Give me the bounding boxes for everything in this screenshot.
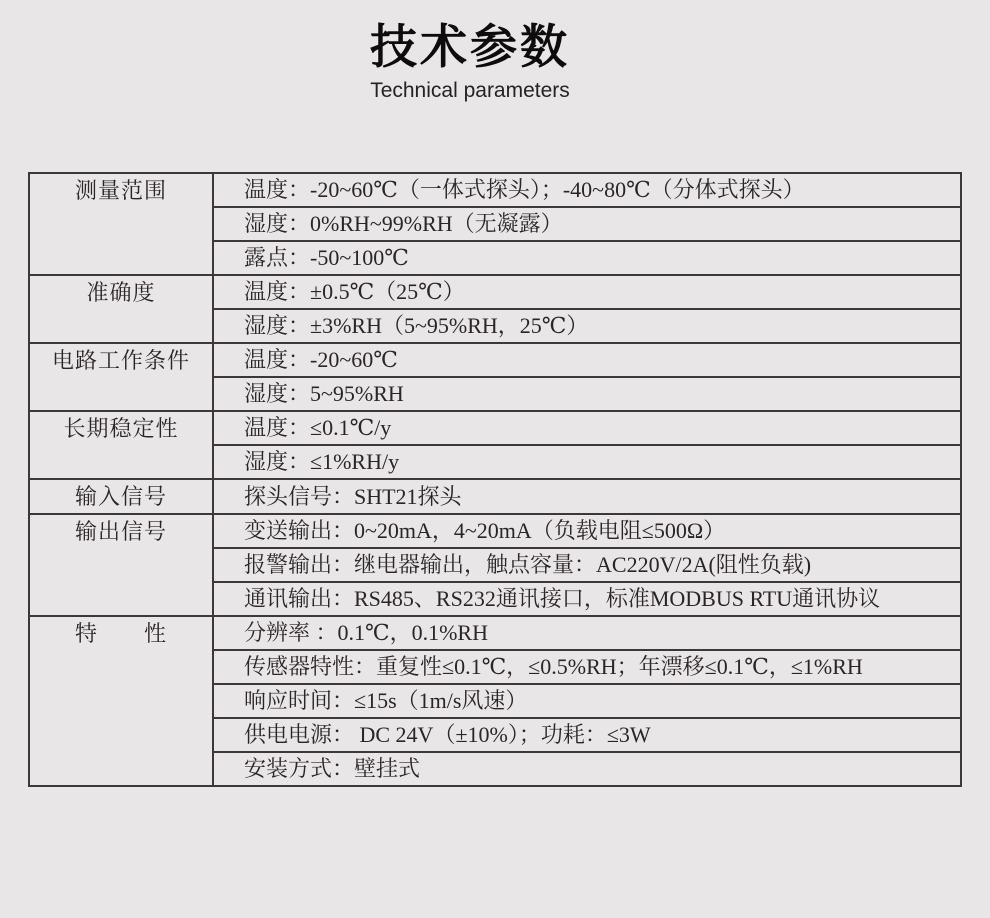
spec-group-label: 特 性	[29, 616, 213, 786]
spec-group-label: 输入信号	[29, 479, 213, 514]
spec-value: 湿度：0%RH~99%RH（无凝露）	[213, 207, 961, 241]
spec-value: 分辨率 ：0.1℃，0.1%RH	[213, 616, 961, 650]
spec-value: 湿度：±3%RH（5~95%RH，25℃）	[213, 309, 961, 343]
page-subtitle: Technical parameters	[370, 79, 570, 102]
spec-value: 湿度：5~95%RH	[213, 377, 961, 411]
table-row	[29, 411, 961, 445]
spec-group-label: 电路工作条件	[29, 343, 213, 411]
spec-value: 温度：-20~60℃（一体式探头）；-40~80℃（分体式探头）	[213, 173, 961, 207]
page-header	[0, 0, 940, 103]
spec-group-label: 输出信号	[29, 514, 213, 616]
spec-value: 湿度：≤1%RH/y	[213, 445, 961, 479]
spec-value: 响应时间：≤15s（1m/s风速）	[213, 684, 961, 718]
spec-group-label: 准确度	[29, 275, 213, 343]
spec-value: 温度：-20~60℃	[213, 343, 961, 377]
spec-group-label: 长期稳定性	[29, 411, 213, 479]
spec-value: 探头信号：SHT21探头	[213, 479, 961, 514]
spec-value: 温度：≤0.1℃/y	[213, 411, 961, 445]
spec-value: 通讯输出：RS485、RS232通讯接口，标准MODBUS RTU通讯协议	[213, 582, 961, 616]
table-row	[29, 275, 961, 309]
table-row	[29, 514, 961, 548]
spec-group-label: 测量范围	[29, 173, 213, 275]
spec-value: 安装方式：壁挂式	[213, 752, 961, 786]
spec-value: 露点：-50~100℃	[213, 241, 961, 275]
table-row	[29, 479, 961, 514]
spec-value: 变送输出：0~20mA，4~20mA（负载电阻≤500Ω）	[213, 514, 961, 548]
spec-value: 供电电源： DC 24V（±10%）；功耗：≤3W	[213, 718, 961, 752]
table-row	[29, 616, 961, 650]
table-row	[29, 343, 961, 377]
spec-table	[28, 172, 962, 787]
spec-value: 温度：±0.5℃（25℃）	[213, 275, 961, 309]
spec-value: 传感器特性：重复性≤0.1℃，≤0.5%RH；年漂移≤0.1℃，≤1%RH	[213, 650, 961, 684]
page-title: 技术参数	[370, 20, 570, 73]
spec-value: 报警输出：继电器输出，触点容量：AC220V/2A(阻性负载)	[213, 548, 961, 582]
table-row	[29, 173, 961, 207]
